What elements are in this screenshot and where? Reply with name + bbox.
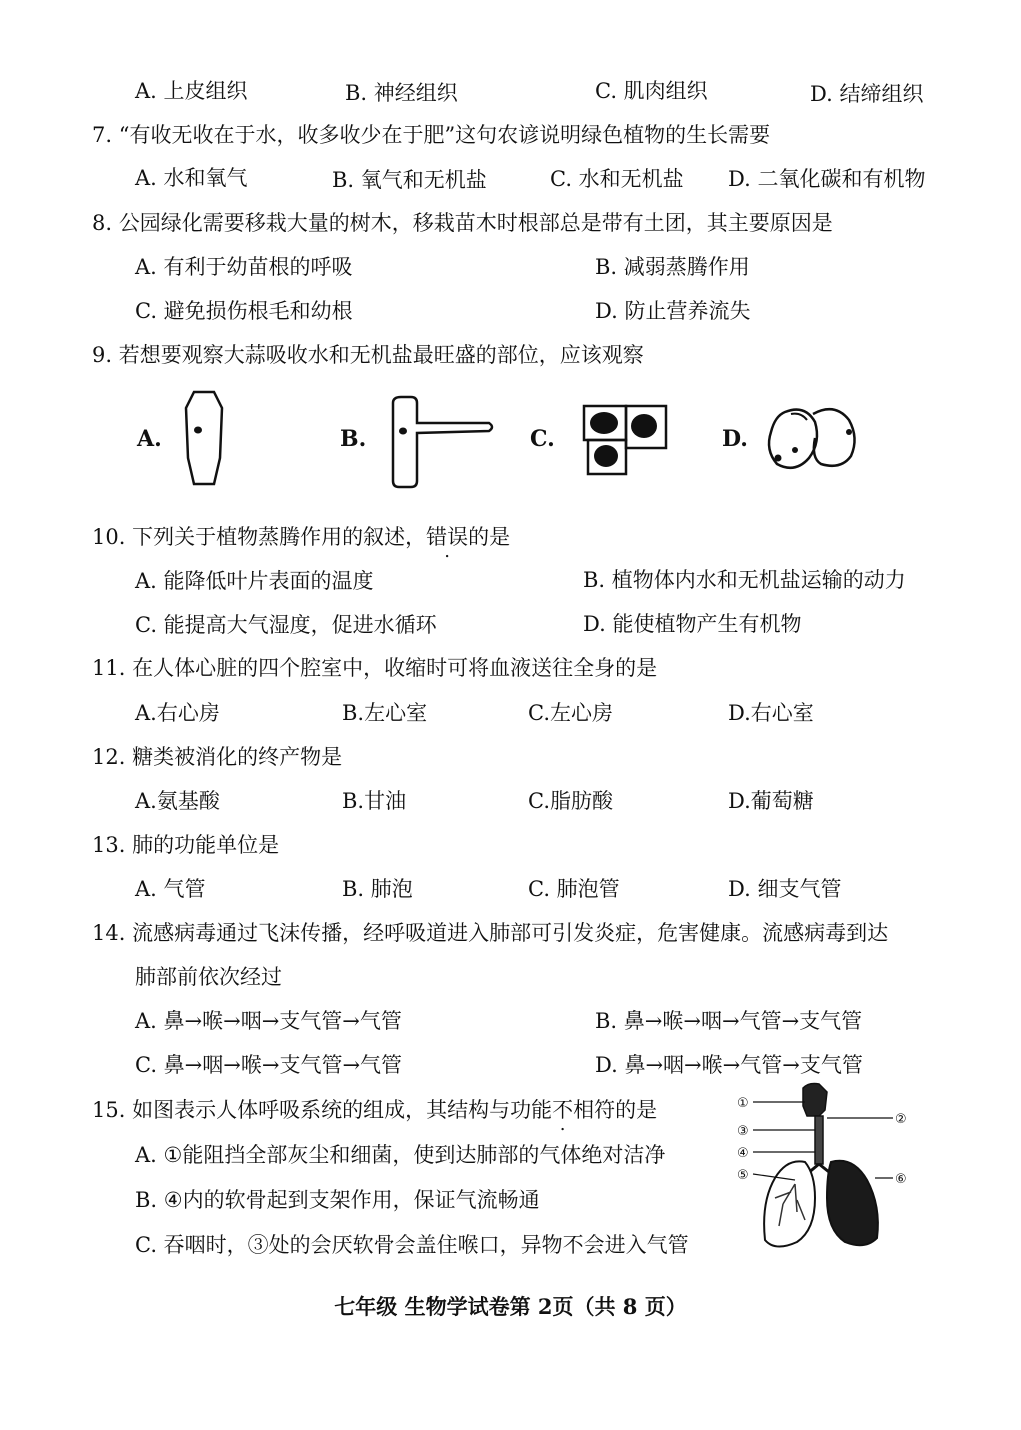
q13-stem: 13. 肺的功能单位是 [92,833,280,857]
q9-label-b: B. [340,426,367,452]
q10-stem-pre: 10. 下列关于植物蒸腾作用的叙述， [92,525,427,549]
q15-option-c: C. 吞咽时，③处的会厌软骨会盖住喉口，异物不会进入气管 [135,1233,689,1257]
q10-option-b: B. 植物体内水和无机盐运输的动力 [583,568,906,592]
q14-option-b: B. 鼻→喉→咽→气管→支气管 [595,1009,863,1033]
page-footer: 七年级 生物学试卷第 2页（共 8 页） [334,1294,687,1319]
q12-option-c: C.脂肪酸 [528,789,613,813]
q11-option-a: A.右心房 [135,701,220,725]
q10-stem-mark: 错误 [426,525,469,549]
q9-label-d: D. [722,426,748,452]
q13-option-d: D. 细支气管 [728,877,842,901]
figure-label-3: ③ [737,1124,749,1139]
q14-stem-line-2: 肺部前依次经过 [135,965,282,989]
respiratory-system-figure [735,1080,915,1260]
root-hair-cell-figure [385,395,497,490]
q6-option-d: D. 结缔组织 [810,82,924,106]
q8-option-a: A. 有利于幼苗根的呼吸 [135,255,353,279]
q7-option-d: D. 二氧化碳和有机物 [728,167,926,191]
figure-label-5: ⑤ [737,1168,749,1183]
q15-stem [92,1097,657,1123]
q12-option-b: B.甘油 [342,789,407,813]
q7-option-c: C. 水和无机盐 [550,167,684,191]
q7-option-a: A. 水和氧气 [135,166,248,190]
q10-stem-post: 的是 [468,525,511,549]
q15-stem-post: 相符的是 [573,1098,658,1122]
mature-cells-figure [765,402,860,477]
q9-label-c: C. [530,426,555,452]
q13-option-c: C. 肺泡管 [528,877,620,901]
q14-option-c: C. 鼻→咽→喉→支气管→气管 [135,1053,403,1077]
q14-option-d: D. 鼻→咽→喉→气管→支气管 [595,1053,863,1077]
q11-stem: 11. 在人体心脏的四个腔室中，收缩时可将血液送往全身的是 [92,656,658,680]
q8-option-d: D. 防止营养流失 [595,299,751,323]
q6-option-c: C. 肌肉组织 [595,79,708,103]
q15-stem-mark: 不 [552,1098,574,1122]
q7-option-b: B. 氧气和无机盐 [332,168,487,192]
q10-stem [92,524,510,550]
q10-option-a: A. 能降低叶片表面的温度 [135,569,374,593]
q8-stem: 8. 公园绿化需要移栽大量的树木，移栽苗木时根部总是带有土团，其主要原因是 [92,211,833,235]
q7-stem: 7. “有收无收在于水，收多收少在于肥”这句农谚说明绿色植物的生长需要 [92,123,771,147]
figure-label-4: ④ [737,1146,749,1161]
q8-option-b: B. 减弱蒸腾作用 [595,255,750,279]
q15-stem-pre: 15. 如图表示人体呼吸系统的组成，其结构与功能 [92,1098,553,1122]
root-cap-cell-figure [180,388,230,488]
figure-label-6: ⑥ [895,1172,907,1187]
q11-option-d: D.右心室 [728,701,814,725]
q11-option-b: B.左心室 [342,701,428,725]
q12-option-d: D.葡萄糖 [728,789,814,813]
q12-stem: 12. 糖类被消化的终产物是 [92,745,343,769]
q13-option-a: A. 气管 [135,877,206,901]
q15-option-b: B. ④内的软骨起到支架作用，保证气流畅通 [135,1188,540,1212]
meristem-cells-figure [580,402,672,477]
q8-option-c: C. 避免损伤根毛和幼根 [135,299,353,323]
q6-option-a: A. 上皮组织 [135,79,248,103]
q9-stem: 9. 若想要观察大蒜吸收水和无机盐最旺盛的部位，应该观察 [92,343,644,367]
q9-label-a: A. [137,426,162,452]
q13-option-b: B. 肺泡 [342,877,413,901]
q6-option-b: B. 神经组织 [345,81,458,105]
q15-option-a: A. ①能阻挡全部灰尘和细菌，使到达肺部的气体绝对洁净 [135,1143,666,1167]
q11-option-c: C.左心房 [528,701,613,725]
q14-stem-line-1: 14. 流感病毒通过飞沫传播，经呼吸道进入肺部可引发炎症，危害健康。流感病毒到达 [92,921,889,945]
figure-label-1: ① [737,1096,749,1111]
q10-option-d: D. 能使植物产生有机物 [583,612,802,636]
q10-option-c: C. 能提高大气湿度，促进水循环 [135,613,437,637]
q12-option-a: A.氨基酸 [135,789,220,813]
q14-option-a: A. 鼻→喉→咽→支气管→气管 [135,1009,402,1033]
figure-label-2: ② [895,1112,907,1127]
